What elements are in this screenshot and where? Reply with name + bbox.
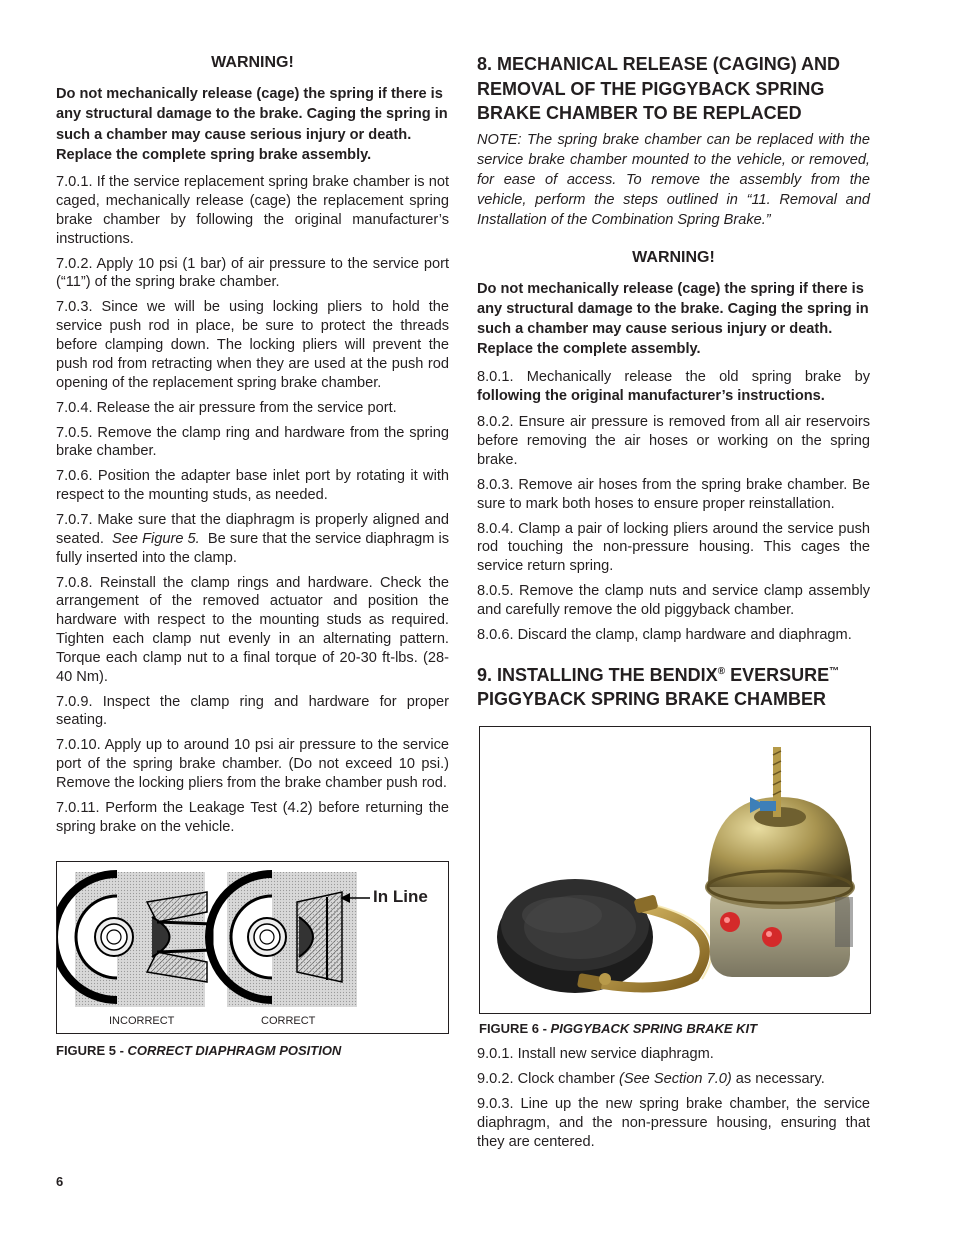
- step-9-0-2: [477, 1070, 870, 1089]
- section-9-steps: [477, 1045, 870, 1158]
- step-7-0-3: 7.0.3. Since we will be using locking pliers to hold the service push rod in place, be sure to protect the threads before clamping down. The locking pliers will prevent the push rod from retracting when they are used at the push rod opening of the replacement spring brake chamber.: [56, 299, 449, 391]
- step-7-0-9: 7.0.9. Inspect the clamp ring and hardware for proper seating.: [56, 693, 449, 729]
- in-line-label: In Line: [373, 887, 428, 906]
- step-7-0-5: 7.0.5. Remove the clamp ring and hardware from the spring brake chamber.: [56, 424, 449, 460]
- step-8-0-3: 8.0.3. Remove air hoses from the spring brake chamber. Be sure to mark both hoses to ensure proper reinstallation.: [477, 476, 870, 512]
- figure-6-spring-brake-kit: [479, 726, 871, 1014]
- step-7-0-8: 7.0.8. Reinstall the clamp rings and hardware. Check the arrangement of the removed actuator and position the hardware with respect to the mounting studs as required. Tighten each clamp nut evenly in an alternating pattern. Torque each clamp nut to a final torque of 20-30 ft-lbs. (28-40 Nm).: [56, 574, 449, 685]
- step-8-0-2: 8.0.2. Ensure air pressure is removed from all air reservoirs before removing the air hoses or working on the spring brake.: [477, 414, 870, 468]
- diaphragm-diagram: [57, 862, 448, 1033]
- warning-body-2: Do not mechanically release (cage) the spring if there is any structural damage to the brake. Caging the spring in such a chamber may cause serious injury or death. Replace the complete assembly.: [477, 280, 869, 358]
- figure-6-caption-prefix: FIGURE 6 -: [479, 1021, 547, 1036]
- correct-diagram: [209, 872, 370, 1007]
- right-column: [477, 52, 870, 716]
- step-7-0-4: 7.0.4. Release the air pressure from the service port.: [56, 399, 397, 416]
- incorrect-diagram: [57, 872, 212, 1007]
- section-7-reference: (See Section 7.0): [618, 1070, 732, 1087]
- step-7-0-2: 7.0.2. Apply 10 psi (1 bar) of air pressure to the service port (“11”) of the spring brake chamber.: [56, 255, 449, 291]
- step-9-0-2-text-c: as necessary.: [735, 1070, 825, 1087]
- figure-5-caption-prefix: FIGURE 5 -: [56, 1043, 124, 1058]
- step-9-0-2-text-a: 9.0.2. Clock chamber: [477, 1070, 615, 1087]
- section-9-title: [477, 663, 870, 712]
- section-8-title: 8. MECHANICAL RELEASE (CAGING) AND REMOVAL OF THE PIGGYBACK SPRING BRAKE CHAMBER TO BE REPLACED: [477, 54, 841, 123]
- step-8-0-1-bold: following the original manufacturer’s instructions.: [477, 387, 825, 404]
- step-9-0-1: 9.0.1. Install new service diaphragm.: [477, 1046, 714, 1062]
- trademark-mark: ™: [829, 665, 840, 677]
- step-7-0-7-text-a: 7.0.7. Make sure that the diaphragm is properly aligned and seated.: [56, 512, 449, 547]
- figure-5-caption: [56, 1043, 341, 1058]
- step-7-0-11: 7.0.11. Perform the Leakage Test (4.2) before returning the spring brake on the vehicle.: [56, 799, 449, 835]
- figure-5-caption-title: CORRECT DIAPHRAGM POSITION: [127, 1043, 342, 1058]
- left-column: [56, 54, 449, 843]
- step-8-0-4: 8.0.4. Clamp a pair of locking pliers around the service push rod touching the non-pressure housing. This cages the service return spring.: [477, 520, 870, 575]
- page-number: 6: [56, 1174, 64, 1189]
- step-7-0-6: 7.0.6. Position the adapter base inlet port by rotating it with respect to the mounting studs, as needed.: [56, 468, 449, 504]
- section-9-title-a: 9. INSTALLING THE BENDIX: [477, 664, 718, 685]
- step-9-0-3: 9.0.3. Line up the new spring brake chamber, the service diaphragm, and the non-pressure housing, ensuring that they are centered.: [477, 1095, 870, 1150]
- section-9-title-c: PIGGYBACK SPRING BRAKE CHAMBER: [477, 689, 827, 710]
- step-7-0-10: 7.0.10. Apply up to around 10 psi air pressure to the service port of the spring brake chamber. (Do not exceed 10 psi.) Remove the locking pliers from the brake chamber push rod.: [56, 737, 449, 791]
- figure-5-diaphragm-position: [56, 861, 449, 1034]
- figure-6-caption: [479, 1021, 757, 1036]
- spring-brake-kit-photo: [480, 727, 870, 1013]
- step-7-0-7: [56, 511, 449, 567]
- figure-5-reference: See Figure 5.: [112, 530, 200, 547]
- warning-body: Do not mechanically release (cage) the spring if there is any structural damage to the brake. Caging the spring in such a chamber may cause serious injury or death. Replace the complete spring brake assembly.: [56, 86, 448, 163]
- section-8-note: NOTE: The spring brake chamber can be replaced with the service brake chamber mounted to the vehicle, or removed, for ease of access. To remove the assembly from the vehicle, perform the steps outlined in “11. Removal and Installation of the Combination Spring Brake.”: [477, 131, 870, 229]
- step-7-0-7-text-c: Be sure that the service diaphragm is fully inserted into the clamp.: [56, 530, 450, 566]
- step-8-0-5: 8.0.5. Remove the clamp nuts and service clamp assembly and carefully remove the old piggyback chamber.: [477, 583, 870, 619]
- warning-title: WARNING!: [211, 54, 294, 71]
- registered-mark: ®: [717, 665, 726, 677]
- diaphragm-part: [497, 879, 653, 993]
- step-8-0-6: 8.0.6. Discard the clamp, clamp hardware and diaphragm.: [477, 627, 852, 644]
- correct-label: CORRECT: [261, 1015, 316, 1027]
- figure-6-caption-title: PIGGYBACK SPRING BRAKE KIT: [550, 1021, 758, 1036]
- step-8-0-1-text: 8.0.1. Mechanically release the old spring brake by: [477, 368, 870, 385]
- step-8-0-1: [477, 368, 870, 406]
- section-9-title-b: EVERSURE: [725, 664, 830, 685]
- warning-title-2: WARNING!: [632, 248, 715, 266]
- spring-brake-chamber-part: [705, 747, 855, 977]
- incorrect-label: INCORRECT: [109, 1015, 175, 1027]
- step-7-0-1: 7.0.1. If the service replacement spring brake chamber is not caged, mechanically release (cage) the replacement spring brake chamber by following the original manufacturer’s instructions.: [56, 174, 449, 247]
